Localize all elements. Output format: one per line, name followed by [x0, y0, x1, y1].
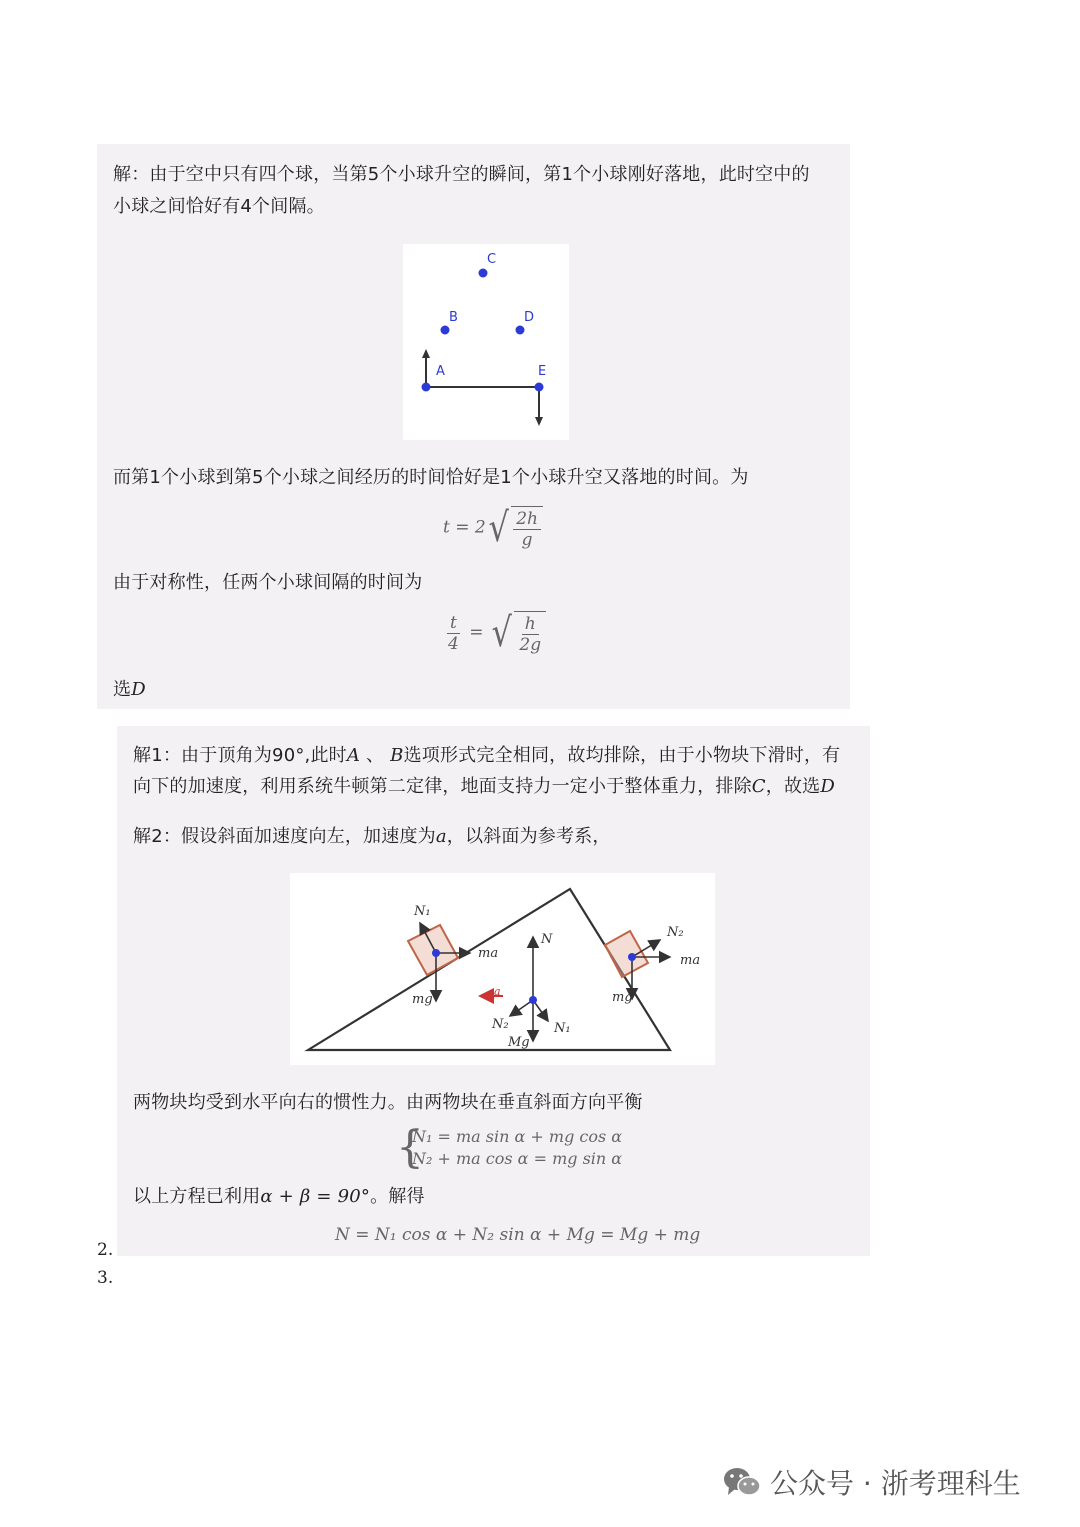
- s2l2-part-a: 向下的加速度，利用系统牛顿第二定律，地面支持力一定小于整体重力，排除: [133, 776, 752, 797]
- label-mg-left: mg: [412, 992, 433, 1007]
- solution-1-line-3: 而第1个小球到第5个小球之间经历的时间恰好是1个小球升空又落地的时间。为: [113, 467, 749, 488]
- ball-b: [441, 326, 450, 335]
- interval-lhs-denominator: 4: [448, 633, 459, 654]
- label-b: B: [449, 310, 458, 325]
- label-a: a: [494, 985, 501, 998]
- s2l5-part-a: 以上方程已利用: [133, 1186, 261, 1207]
- label-mg-big: Mg: [508, 1035, 530, 1050]
- s2l2-option-c: C: [751, 776, 766, 797]
- label-n2: N₂: [667, 925, 684, 940]
- solution-2-line-2: [133, 771, 835, 803]
- ball-a: [422, 383, 431, 392]
- solution-1-line-4: 由于对称性，任两个小球间隔的时间为: [113, 572, 423, 593]
- solution-2-line-5: [133, 1181, 425, 1213]
- s2l2-option-d: D: [820, 776, 836, 797]
- solution-2-line-1: [133, 740, 840, 772]
- answer-letter: D: [131, 679, 146, 700]
- label-mg-right: mg: [612, 990, 633, 1005]
- watermark-text: 公众号 · 浙考理科生: [770, 1467, 1021, 1500]
- label-n1: N₁: [414, 904, 431, 919]
- s2l2-part-c: ，故选: [765, 776, 821, 797]
- s2l3-part-c: ，以斜面为参考系，: [446, 826, 611, 847]
- label-ma-left: ma: [478, 946, 499, 961]
- interval-equals: =: [469, 622, 484, 643]
- solution-2-line-3: [133, 821, 611, 853]
- equation-t: t = 2 √ $\frac{2h}{g}$: [443, 506, 543, 550]
- label-ma-right: ma: [680, 953, 701, 968]
- ball-e: [535, 383, 544, 392]
- list-number-2: 2.: [97, 1240, 114, 1260]
- s2l3-part-a: 解2：假设斜面加速度向左，加速度为: [133, 826, 436, 847]
- ball-d: [516, 326, 525, 335]
- solution-2-line-4: 两物块均受到水平向右的惯性力。由两物块在垂直斜面方向平衡: [133, 1092, 643, 1113]
- ball-positions-figure: [403, 244, 569, 440]
- equation-t-denominator: g: [521, 530, 533, 550]
- ball-c: [479, 269, 488, 278]
- system-eq-1: N₁ = ma sin α + mg cos α: [412, 1127, 623, 1146]
- answer-prefix: 选: [113, 679, 132, 700]
- solution-1-line-1: 解：由于空中只有四个球，当第5个小球升空的瞬间，第1个小球刚好落地，此时空中的: [113, 164, 810, 185]
- label-a: A: [436, 364, 445, 379]
- wechat-icon: [722, 1465, 762, 1499]
- s2l5-angle-relation: α + β = 90°: [260, 1186, 371, 1207]
- ball-positions-svg: [403, 244, 569, 440]
- s2l1-part-a: 解1：由于顶角为90°,此时: [133, 745, 347, 766]
- label-e: E: [538, 364, 547, 379]
- interval-rhs-denominator: 2g: [519, 635, 542, 655]
- interval-lhs-numerator: t: [447, 613, 460, 634]
- equation-system: [396, 1122, 623, 1173]
- final-equation: N = N₁ cos α + N₂ sin α + Mg = Mg + mg: [335, 1225, 701, 1245]
- s2l1-part-e: 选项形式完全相同，故均排除，由于小物块下滑时，有: [403, 745, 841, 766]
- equation-t-numerator: 2h: [513, 509, 541, 530]
- s2l1-separator: 、: [360, 745, 391, 766]
- s2l5-part-c: 。解得: [370, 1186, 425, 1207]
- system-brace: {: [396, 1122, 424, 1173]
- watermark: [722, 1462, 1021, 1502]
- label-d: D: [524, 310, 535, 325]
- label-n2-bottom: N₂: [492, 1017, 509, 1032]
- label-n1-bottom: N₁: [554, 1021, 571, 1036]
- solution-1-line-2: 小球之间恰好有4个间隔。: [113, 196, 325, 217]
- left-block: [408, 923, 470, 1001]
- interval-rhs-numerator: h: [522, 614, 539, 635]
- incline-force-svg: [290, 873, 715, 1065]
- s2l3-accel: a: [435, 826, 447, 847]
- incline-force-figure: [290, 873, 715, 1065]
- incline-triangle: [308, 889, 670, 1050]
- right-block: [605, 931, 670, 999]
- list-number-3: 3.: [97, 1268, 114, 1288]
- label-c: C: [487, 252, 497, 267]
- solution-1-answer: [113, 674, 146, 706]
- s2l1-option-b: B: [390, 745, 404, 766]
- label-n: N: [541, 932, 553, 947]
- equation-t-lhs: t = 2: [443, 517, 486, 538]
- s2l1-option-a: A: [346, 745, 361, 766]
- system-eq-2: N₂ + ma cos α = mg sin α: [412, 1149, 623, 1168]
- equation-interval: $\frac{t}{4}$ = √ $\frac{h}{2g}$: [443, 611, 546, 655]
